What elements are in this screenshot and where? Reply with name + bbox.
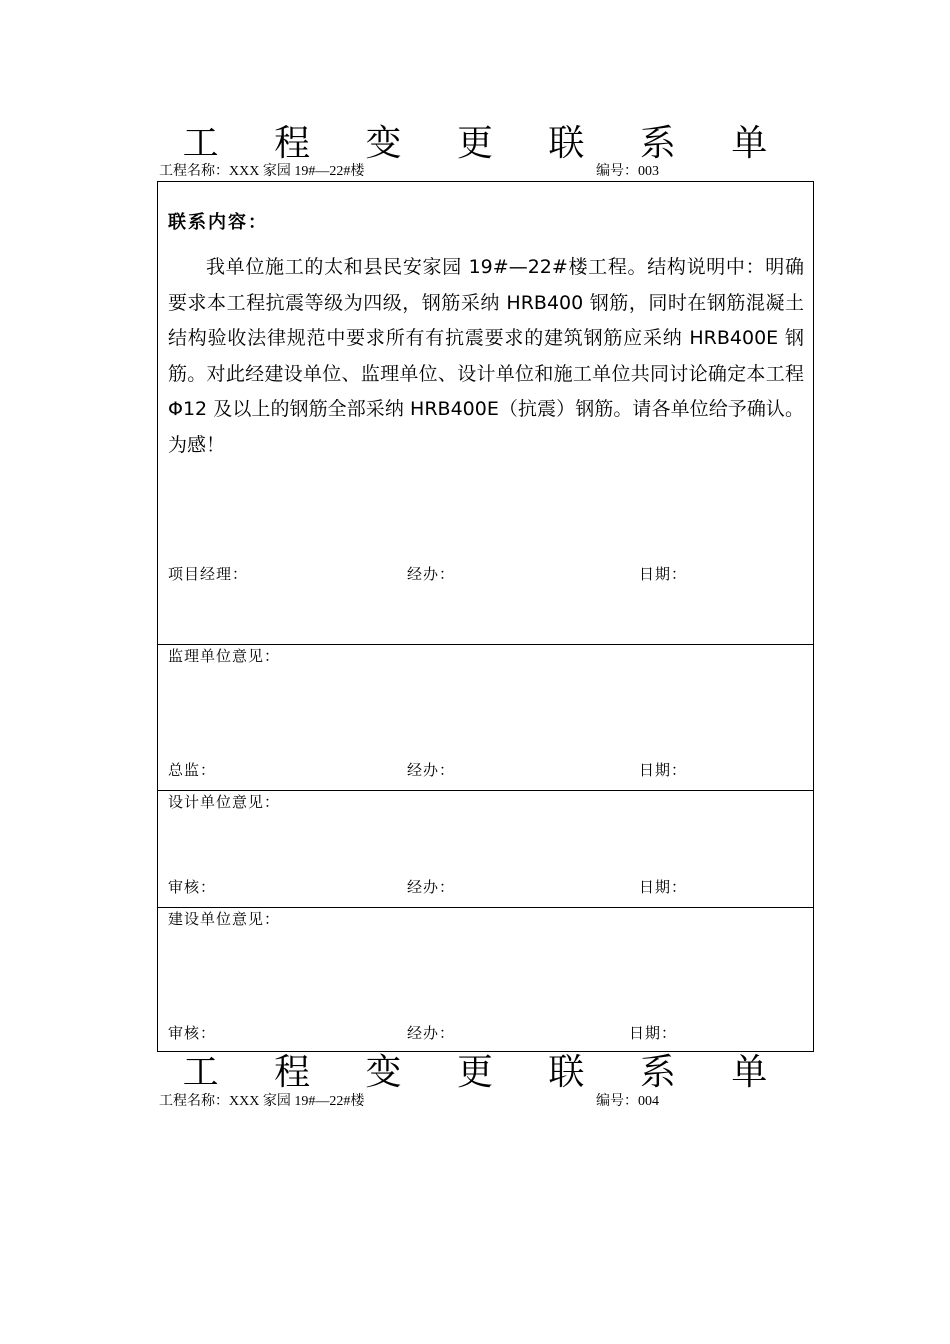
supervision-opinion-section (158, 644, 813, 791)
handler-label: 经办： (407, 565, 456, 583)
handler-label: 经办： (407, 761, 456, 779)
reviewer-label: 审核： (168, 878, 217, 896)
contact-content-heading: 联系内容： (168, 212, 268, 233)
handler-label: 经办： (407, 878, 456, 896)
page-title: 工 程 变 更 联 系 单 (182, 123, 790, 164)
chief-supervisor-label: 总监： (168, 761, 217, 779)
date-label: 日期： (639, 565, 688, 583)
page-title: 工 程 变 更 联 系 单 (182, 1052, 790, 1093)
design-opinion-section (158, 790, 813, 908)
project-name: 工程名称：XXX 家园 19#—22#楼 (159, 164, 365, 179)
date-label: 日期： (639, 878, 688, 896)
reviewer-label: 审核： (168, 1024, 217, 1042)
contact-content-paragraph: 我单位施工的太和县民安家园 19#—22#楼工程。结构说明中：明确要求本工程抗震等级为四级，钢筋采纳 HRB400 钢筋，同时在钢筋混凝土结构验收法律规范中要求所有有抗震要求的建筑钢筋应采纳 HRB400E 钢筋。对此经建设单位、监理单位、设计单位和施工单位共同讨论确定本工程 Φ12 及以上的钢筋全部采纳 HRB400E（抗震）钢筋。请各单位给予确认。为感！ (168, 256, 804, 456)
contact-content-body (168, 250, 804, 463)
design-opinion-label: 设计单位意见： (168, 793, 281, 811)
construction-opinion-label: 建设单位意见： (168, 910, 281, 928)
handler-label: 经办： (407, 1024, 456, 1042)
project-manager-label: 项目经理： (168, 565, 249, 583)
document-number: 编号：004 (596, 1094, 659, 1109)
date-label: 日期： (639, 761, 688, 779)
construction-opinion-section (158, 907, 813, 1053)
project-name: 工程名称：XXX 家园 19#—22#楼 (159, 1094, 365, 1109)
date-label: 日期： (629, 1024, 678, 1042)
document-number: 编号：003 (596, 164, 659, 179)
change-contact-form (157, 181, 814, 1052)
supervision-opinion-label: 监理单位意见： (168, 647, 281, 665)
